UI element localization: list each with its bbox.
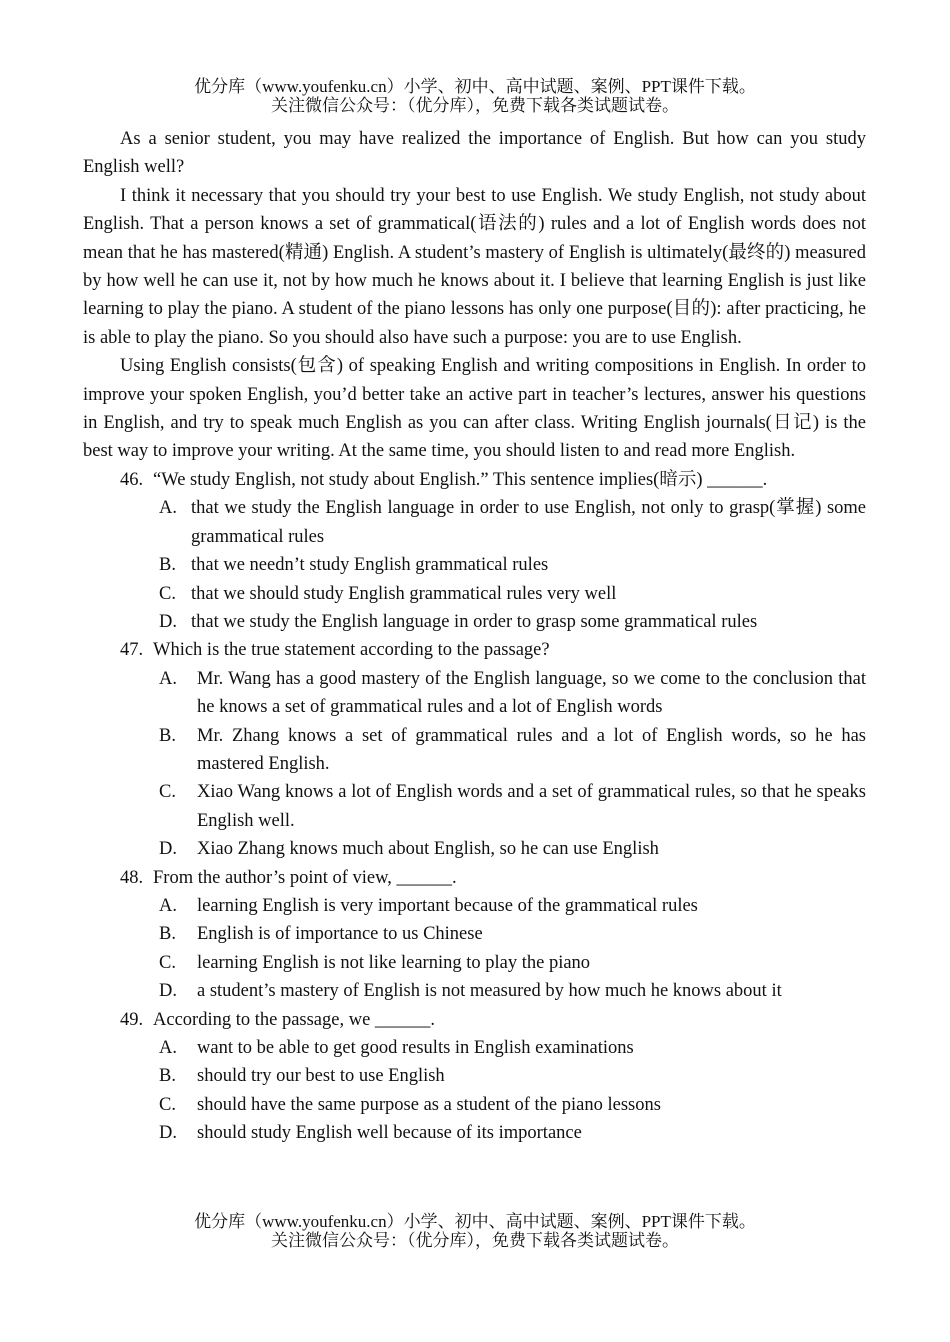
option-letter: B. (159, 1066, 176, 1087)
passage-paragraph-1: As a senior student, you may have realized the importance of English. But how can you study English well? (83, 129, 866, 178)
passage-paragraph-3: Using English consists(包含) of speaking English and writing compositions in English. In order to improve your spoken English, you’d better take an active part in teacher’s lectures, answer his questions in English, and try to speak much English as you can after class. Writing English journals(日记) is the best way to improve your writing. At the same time, you should listen to and read more English. (83, 356, 866, 462)
question-number: 49. (120, 1009, 144, 1030)
option-letter: D. (159, 611, 177, 632)
option-text: Xiao Zhang knows much about English, so he can use English (197, 839, 659, 860)
question-text: Which is the true statement according to the passage? (153, 640, 550, 661)
option-text: English is of importance to us Chinese (197, 924, 483, 945)
option-letter: A. (159, 1038, 177, 1058)
option-letter: D. (159, 839, 177, 860)
question-number: 48. (120, 867, 144, 888)
option-letter: C. (159, 952, 176, 973)
passage-paragraph-2: I think it necessary that you should try your best to use English. We study English, not study about English. That a person knows a set of grammatical(语法的) rules and a lot of English words does not mean that he has mastered(精通) English. A student’s mastery of English is ultimately(最终的) measured by how well he can use it, not by how much he knows about it. I believe that learning English is just like learning to play the piano. A student of the piano lessons has only one purpose(目的): after practicing, he is able to play the piano. So you should also have such a purpose: you are to use English. (83, 185, 866, 348)
option-text: Mr. Wang has a good mastery of the English language, so we come to the conclusion that he knows a set of grammatical rules and a lot of English words (197, 668, 866, 718)
header-line-2: 关注微信公众号：（优分库），免费下载各类试题试卷。 (271, 96, 679, 115)
question-text: “We study English, not study about English.” This sentence implies(暗示) ______. (153, 469, 768, 490)
option-text: should have the same purpose as a student of the piano lessons (197, 1094, 661, 1115)
option-text: Mr. Zhang knows a set of grammatical rules and a lot of English words, so he has mastered English. (197, 725, 866, 774)
option-text: that we study the English language in order to grasp some grammatical rules (191, 611, 758, 632)
question-46 (83, 466, 866, 494)
option-letter: B. (159, 924, 176, 945)
header-line-1: 优分库（www.youfenku.cn）小学、初中、高中试题、案例、PPT课件下载。 (194, 77, 756, 96)
option-49-a (83, 1034, 866, 1062)
option-letter: A. (159, 895, 177, 916)
document-body (83, 125, 866, 1148)
option-49-c (83, 1091, 866, 1119)
option-46-b (83, 551, 866, 579)
option-letter: C. (159, 583, 176, 604)
question-49 (83, 1006, 866, 1034)
option-47-a (83, 665, 866, 722)
option-46-d (83, 608, 866, 636)
option-48-c (83, 949, 866, 977)
option-letter: C. (159, 1094, 176, 1115)
option-47-d (83, 835, 866, 863)
option-letter: A. (159, 668, 177, 689)
question-48 (83, 864, 866, 892)
footer-line-2: 关注微信公众号：（优分库），免费下载各类试题试卷。 (271, 1231, 679, 1250)
option-49-b (83, 1062, 866, 1090)
option-text: should try our best to use English (197, 1066, 445, 1087)
option-text: that we needn’t study English grammatical rules (191, 555, 549, 576)
option-47-c (83, 778, 866, 835)
option-letter: C. (159, 782, 176, 803)
footer-line-1: 优分库（www.youfenku.cn）小学、初中、高中试题、案例、PPT课件下载。 (194, 1212, 756, 1231)
question-number: 47. (120, 640, 144, 661)
question-number: 46. (120, 469, 144, 490)
option-text: that we study the English language in order to use English, not only to grasp(掌握) some grammatical rules (191, 498, 866, 547)
option-text: learning English is not like learning to play the piano (197, 952, 591, 973)
option-text: Xiao Wang knows a lot of English words and a set of grammatical rules, so that he speaks English well. (197, 782, 866, 831)
question-text: According to the passage, we ______. (153, 1009, 436, 1030)
option-48-a (83, 892, 866, 920)
option-letter: B. (159, 725, 176, 746)
option-48-b (83, 920, 866, 948)
option-49-d (83, 1119, 866, 1147)
option-text: that we should study English grammatical rules very well (191, 583, 617, 604)
option-text: want to be able to get good results in English examinations (197, 1038, 634, 1058)
option-text: should study English well because of its importance (197, 1123, 582, 1144)
option-letter: D. (159, 981, 177, 1002)
question-47 (83, 636, 866, 664)
option-47-b (83, 722, 866, 779)
option-text: learning English is very important because of the grammatical rules (197, 895, 698, 916)
option-46-a (83, 494, 866, 551)
option-letter: B. (159, 555, 176, 576)
option-text: a student’s mastery of English is not measured by how much he knows about it (197, 981, 782, 1002)
option-letter: D. (159, 1123, 177, 1144)
question-text: From the author’s point of view, ______. (153, 867, 457, 888)
page-footer (0, 1212, 950, 1250)
page-header (0, 77, 950, 115)
option-letter: A. (159, 498, 177, 519)
option-48-d (83, 977, 866, 1005)
option-46-c (83, 580, 866, 608)
